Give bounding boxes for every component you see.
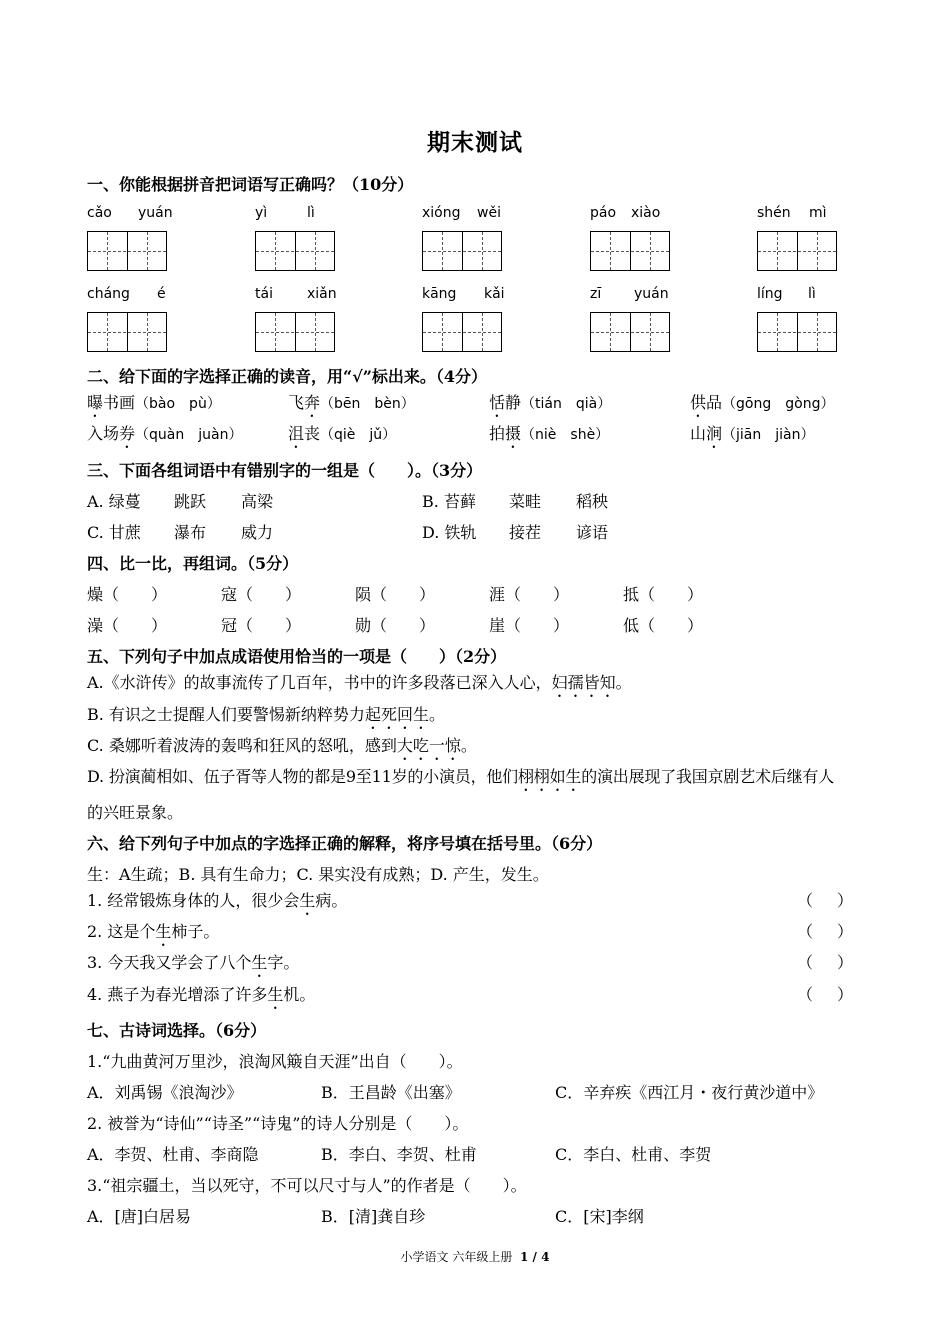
option-word: 瀑布 (174, 523, 207, 542)
answer-blank[interactable]: （ ） (797, 922, 853, 941)
section-3-heading: 三、下面各组词语中有错别字的一组是（ ）。（3分） (87, 461, 483, 480)
pinyin: lì (307, 205, 315, 221)
pinyin: wěi (477, 205, 501, 221)
compare-item: 涯（ ） (489, 585, 570, 604)
pinyin: cǎo (87, 205, 112, 221)
question-1: 1.“九曲黄河万里沙，浪淘风簸自天涯”出自（ ）。 (87, 1052, 463, 1071)
pinyin: xiào (631, 205, 661, 221)
option-label: A. 绿蔓 (87, 492, 141, 511)
pinyin: é (157, 286, 166, 302)
answer-blank[interactable]: （ ） (797, 985, 853, 1004)
section-4-heading: 四、比一比，再组词。（5分） (87, 554, 299, 573)
writing-box[interactable] (422, 231, 502, 271)
pinyin: xiǎn (307, 286, 337, 302)
pronunciation-item: 曝书画（bào pù） (87, 393, 221, 412)
option-c: C. 桑娜听着波涛的轰鸣和狂风的怒吼，感到大吃一惊。 (87, 736, 477, 755)
pinyin: xióng (422, 205, 461, 221)
option-label: B. 苔藓 (422, 492, 476, 511)
page-footer (0, 1248, 950, 1265)
definitions: 生：A生疏；B. 具有生命力；C. 果实没有成熟；D. 产生，发生。 (87, 865, 549, 884)
pinyin: cháng (87, 286, 130, 302)
compare-item: 勋（ ） (355, 616, 436, 635)
writing-box[interactable] (255, 231, 335, 271)
compare-item: 冠（ ） (221, 616, 302, 635)
option: B．王昌龄《出塞》 (321, 1083, 461, 1102)
page-number: 1 / 4 (520, 1250, 550, 1264)
pinyin: yuán (634, 286, 669, 302)
sentence-item: 3. 今天我又学会了八个生字。 (87, 953, 300, 972)
footer-text: 小学语文 六年级上册 (400, 1250, 513, 1264)
compare-item: 低（ ） (623, 616, 704, 635)
compare-item: 燥（ ） (87, 585, 168, 604)
pronunciation-item: 飞奔（bēn bèn） (288, 393, 415, 412)
option-b: B. 有识之士提醒人们要警惕新纳粹势力起死回生。 (87, 705, 445, 724)
sentence-item: 2. 这是个生柿子。 (87, 922, 220, 941)
option: C．辛弃疾《西江月・夜行黄沙道中》 (555, 1083, 824, 1102)
compare-item: 澡（ ） (87, 616, 168, 635)
pronunciation-item: 入场券（quàn juàn） (87, 424, 243, 443)
writing-box[interactable] (87, 231, 167, 271)
answer-blank[interactable]: （ ） (797, 953, 853, 972)
writing-box[interactable] (422, 312, 502, 352)
writing-box[interactable] (590, 312, 670, 352)
pinyin: zī (590, 286, 602, 302)
pinyin: kāng (422, 286, 457, 302)
question-2: 2. 被誉为“诗仙”“诗圣”“诗鬼”的诗人分别是（ ）。 (87, 1114, 469, 1133)
pinyin: páo (590, 205, 617, 221)
answer-blank[interactable]: （ ） (797, 891, 853, 910)
option: A．李贺、杜甫、李商隐 (87, 1145, 259, 1164)
pinyin: shén (757, 205, 791, 221)
section-5-heading: 五、下列句子中加点成语使用恰当的一项是（ ）（2分） (87, 647, 507, 666)
option: C．李白、杜甫、李贺 (555, 1145, 712, 1164)
writing-box[interactable] (87, 312, 167, 352)
pinyin: lì (808, 286, 816, 302)
pronunciation-item: 恬静（tián qià） (489, 393, 612, 412)
option-label: D. 铁轨 (422, 523, 477, 542)
pinyin: yì (255, 205, 268, 221)
compare-item: 抵（ ） (623, 585, 704, 604)
question-3: 3.“祖宗疆土，当以死守，不可以尺寸与人”的作者是（ ）。 (87, 1176, 527, 1195)
writing-box[interactable] (590, 231, 670, 271)
option: B．[清]龚自珍 (321, 1207, 426, 1226)
section-7-heading: 七、古诗词选择。（6分） (87, 1021, 267, 1040)
page-title: 期末测试 (427, 129, 523, 156)
option: B．李白、李贺、杜甫 (321, 1145, 477, 1164)
compare-item: 崖（ ） (489, 616, 570, 635)
option-word: 菜畦 (509, 492, 542, 511)
option-d: D. 扮演蔺相如、伍子胥等人物的都是9至11岁的小演员，他们栩栩如生的演出展现了我国京剧艺术后继有人 (87, 767, 834, 786)
section-1-heading: 一、你能根据拼音把词语写正确吗？（10分） (87, 175, 414, 194)
option: C．[宋]李纲 (555, 1207, 644, 1226)
pinyin: líng (757, 286, 783, 302)
pinyin: yuán (138, 205, 173, 221)
pinyin: mì (809, 205, 827, 221)
option-word: 接茬 (509, 523, 542, 542)
option-d-continued: 的兴旺景象。 (87, 803, 184, 822)
pronunciation-item: 沮丧（qiè jǔ） (288, 424, 397, 443)
option-word: 高梁 (241, 492, 274, 511)
option-word: 跳跃 (174, 492, 207, 511)
pronunciation-item: 供品（gōng gòng） (690, 393, 835, 412)
option-label: C. 甘蔗 (87, 523, 141, 542)
pronunciation-item: 山涧（jiān jiàn） (690, 424, 815, 443)
compare-item: 陨（ ） (355, 585, 436, 604)
pronunciation-item: 拍摄（niè shè） (489, 424, 610, 443)
section-6-heading: 六、给下列句子中加点的字选择正确的解释，将序号填在括号里。（6分） (87, 834, 603, 853)
writing-box[interactable] (255, 312, 335, 352)
sentence-item: 4. 燕子为春光增添了许多生机。 (87, 985, 316, 1004)
sentence-item: 1. 经常锻炼身体的人，很少会生病。 (87, 891, 348, 910)
writing-box[interactable] (757, 312, 837, 352)
section-2-heading: 二、给下面的字选择正确的读音，用“√”标出来。（4分） (87, 367, 488, 386)
option-word: 威力 (241, 523, 274, 542)
option: A．[唐]白居易 (87, 1207, 192, 1226)
option: A．刘禹锡《浪淘沙》 (87, 1083, 243, 1102)
pinyin: kǎi (484, 286, 505, 302)
option-word: 稻秧 (576, 492, 609, 511)
option-word: 谚语 (576, 523, 609, 542)
pinyin: tái (255, 286, 273, 302)
option-a: A.《水浒传》的故事流传了几百年，书中的许多段落已深入人心，妇孺皆知。 (87, 673, 632, 692)
compare-item: 寇（ ） (221, 585, 302, 604)
writing-box[interactable] (757, 231, 837, 271)
